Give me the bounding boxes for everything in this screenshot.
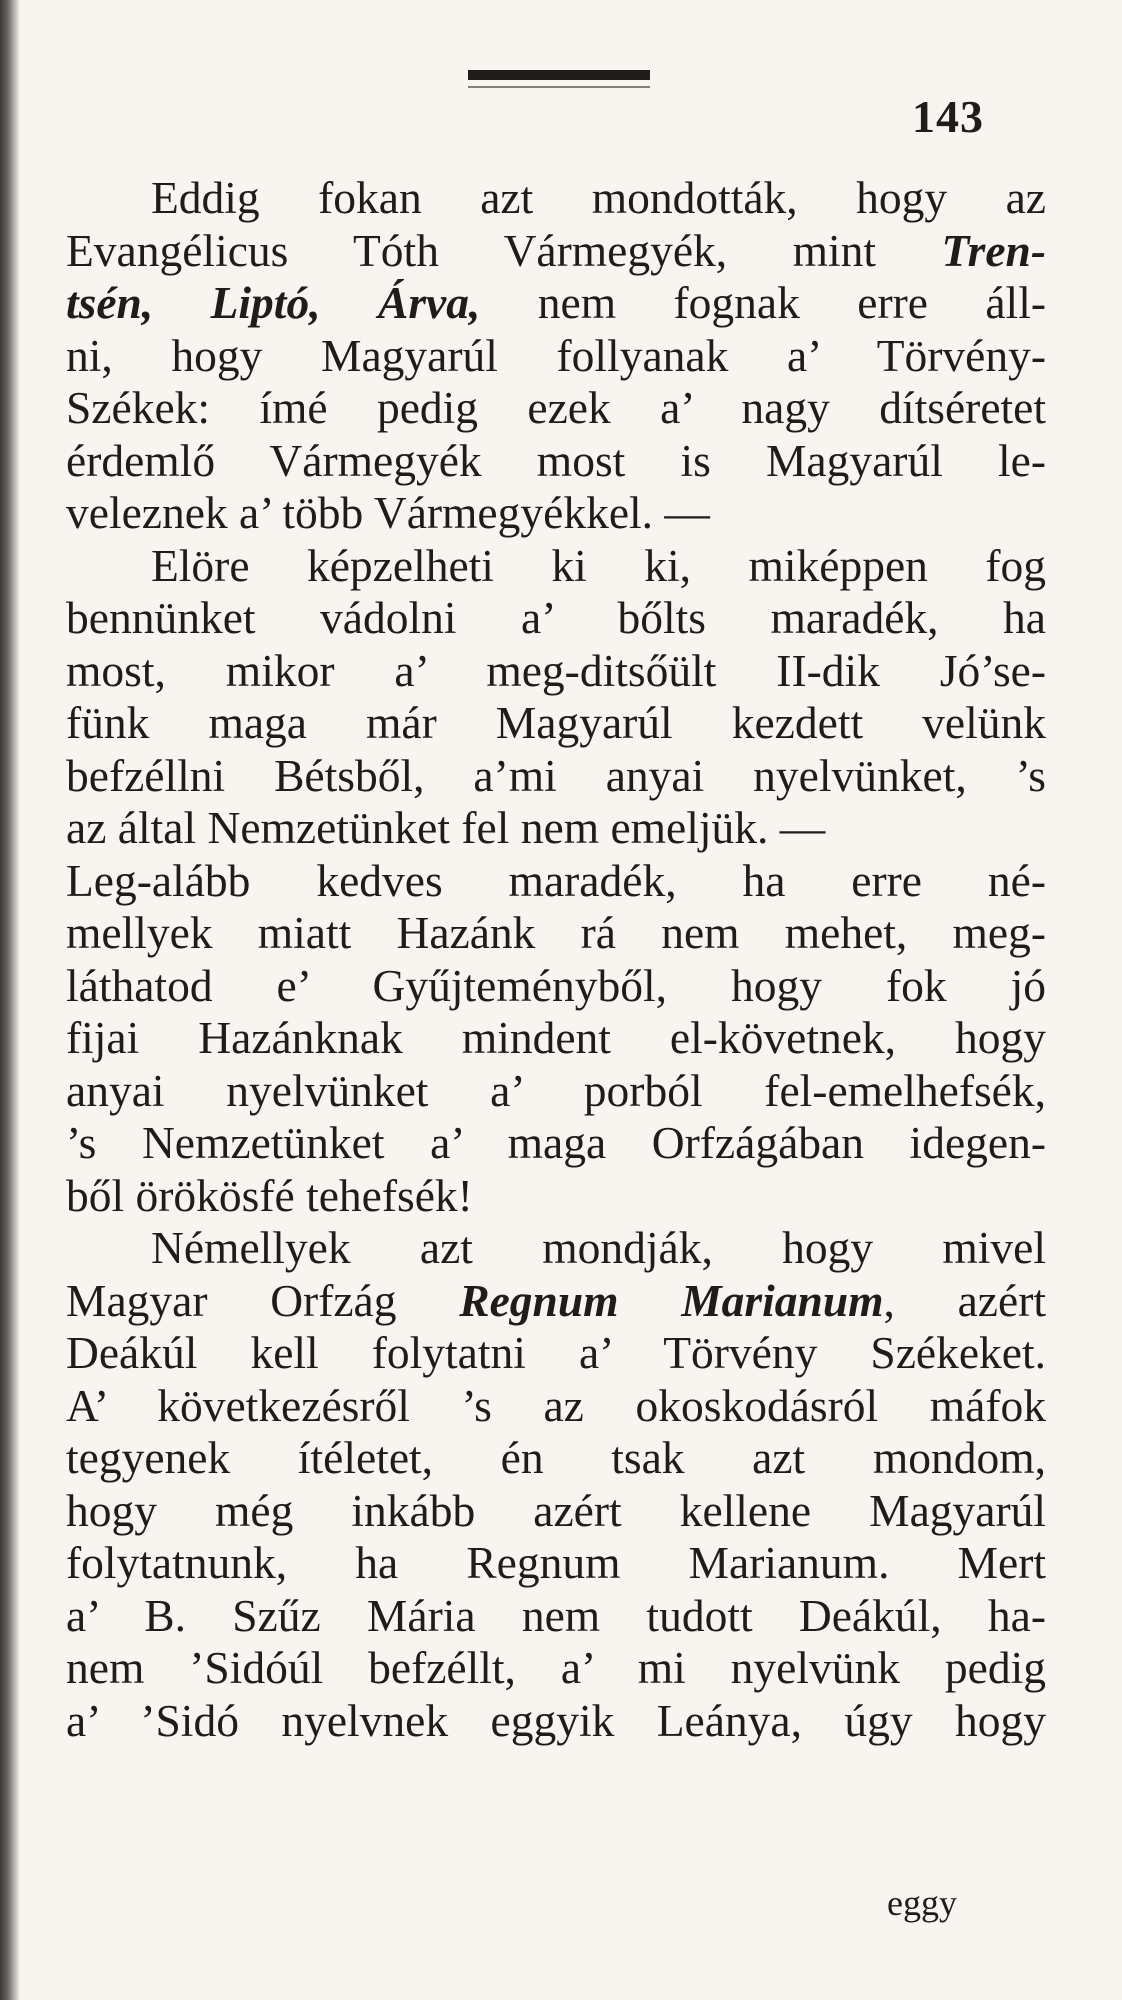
text-line <box>66 487 1046 540</box>
text-span: Elöre képzelheti ki ki, miképpen fog <box>151 539 1046 591</box>
text-span: nem fognak erre áll- <box>480 277 1046 328</box>
text-line <box>66 1642 1046 1695</box>
text-span: A’ következésről ’s az okoskodásról máfok <box>66 1379 1046 1431</box>
text-line <box>66 330 1046 383</box>
text-span: nem ’Sidóúl befzéllt, a’ mi nyelvünk pedig <box>66 1642 1046 1693</box>
text-line <box>66 1222 1046 1275</box>
text-span: ni, hogy Magyarúl follyanak a’ Törvény- <box>66 329 1046 381</box>
text-line <box>66 382 1046 435</box>
header-ornament-rule <box>468 70 650 80</box>
text-span: tegyenek ítéletet, én tsak azt mondom, <box>66 1432 1046 1483</box>
text-line <box>66 225 1046 278</box>
text-span: láthatod e’ Gyűjteményből, hogy fok jó <box>66 959 1046 1011</box>
text-span: mellyek miatt Hazánk rá nem mehet, meg- <box>66 907 1046 958</box>
text-line <box>66 1012 1046 1065</box>
text-line <box>66 645 1046 698</box>
text-span: Magyar Orfzág <box>66 1274 460 1326</box>
text-span: anyai nyelvünket a’ porból fel-emelhefsék, <box>66 1064 1046 1116</box>
text-span: Leg-alább kedves maradék, ha erre né- <box>66 854 1046 906</box>
text-span: érdemlő Vármegyék most is Magyarúl le- <box>66 434 1046 486</box>
text-line <box>66 802 1046 855</box>
text-span: az által Nemzetünket fel nem emeljük. — <box>66 802 826 853</box>
text-span: Némellyek azt mondják, hogy mivel <box>151 1222 1046 1273</box>
text-span: hogy még inkább azért kellene Magyarúl <box>66 1484 1046 1536</box>
text-span: fijai Hazánknak mindent el-követnek, hogy <box>66 1012 1046 1063</box>
text-line <box>66 592 1046 645</box>
text-line <box>66 855 1046 908</box>
text-span: Deákúl kell folytatni a’ Törvény Székeket. <box>66 1327 1046 1378</box>
text-line <box>66 1695 1046 1748</box>
text-span: ’s Nemzetünket a’ maga Orfzágában idegen- <box>66 1117 1046 1168</box>
text-span: fünk maga már Magyarúl kezdett velünk <box>66 697 1046 748</box>
text-line <box>66 907 1046 960</box>
catchword: eggy <box>887 1883 957 1923</box>
page-number: 143 <box>912 91 984 142</box>
text-span: bennünket vádolni a’ bőlts maradék, ha <box>66 592 1046 643</box>
text-span: folytatnunk, ha Regnum Marianum. Mert <box>66 1537 1046 1588</box>
text-line <box>66 1380 1046 1433</box>
text-span: , azért <box>883 1274 1046 1326</box>
body-text <box>66 172 1046 1747</box>
text-line <box>66 1590 1046 1643</box>
text-span: a’ ’Sidó nyelvnek eggyik Leánya, úgy hogy <box>66 1694 1046 1746</box>
text-line <box>66 750 1046 803</box>
text-line <box>66 1275 1046 1328</box>
italic-emphasis: Regnum Marianum <box>459 1274 884 1326</box>
text-line <box>66 1327 1046 1380</box>
text-span: Evangélicus Tóth Vármegyék, mint <box>66 224 942 276</box>
text-span: Eddig fokan azt mondották, hogy az <box>151 172 1046 223</box>
text-line <box>66 540 1046 593</box>
text-line <box>66 697 1046 750</box>
text-span: befzéllni Bétsből, a’mi anyai nyelvünket, ’s <box>66 749 1046 801</box>
text-line <box>66 1170 1046 1223</box>
text-line <box>66 1065 1046 1118</box>
text-line <box>66 1432 1046 1485</box>
text-span: a’ B. Szűz Mária nem tudott Deákúl, ha- <box>66 1589 1046 1641</box>
text-line <box>66 435 1046 488</box>
text-span: most, mikor a’ meg-ditsőült II-dik Jó’se- <box>66 644 1046 696</box>
text-line <box>66 1537 1046 1590</box>
text-line <box>66 277 1046 330</box>
text-line <box>66 960 1046 1013</box>
text-span: ből örökösfé tehefsék! <box>66 1169 473 1221</box>
text-line <box>66 172 1046 225</box>
text-span: veleznek a’ több Vármegyékkel. — <box>66 487 710 538</box>
italic-emphasis: tsén, Liptó, Árva, <box>66 277 481 328</box>
text-span: Székek: ímé pedig ezek a’ nagy dítséretet <box>66 382 1046 433</box>
italic-emphasis: Tren- <box>941 224 1046 276</box>
text-line <box>66 1485 1046 1538</box>
text-line <box>66 1117 1046 1170</box>
